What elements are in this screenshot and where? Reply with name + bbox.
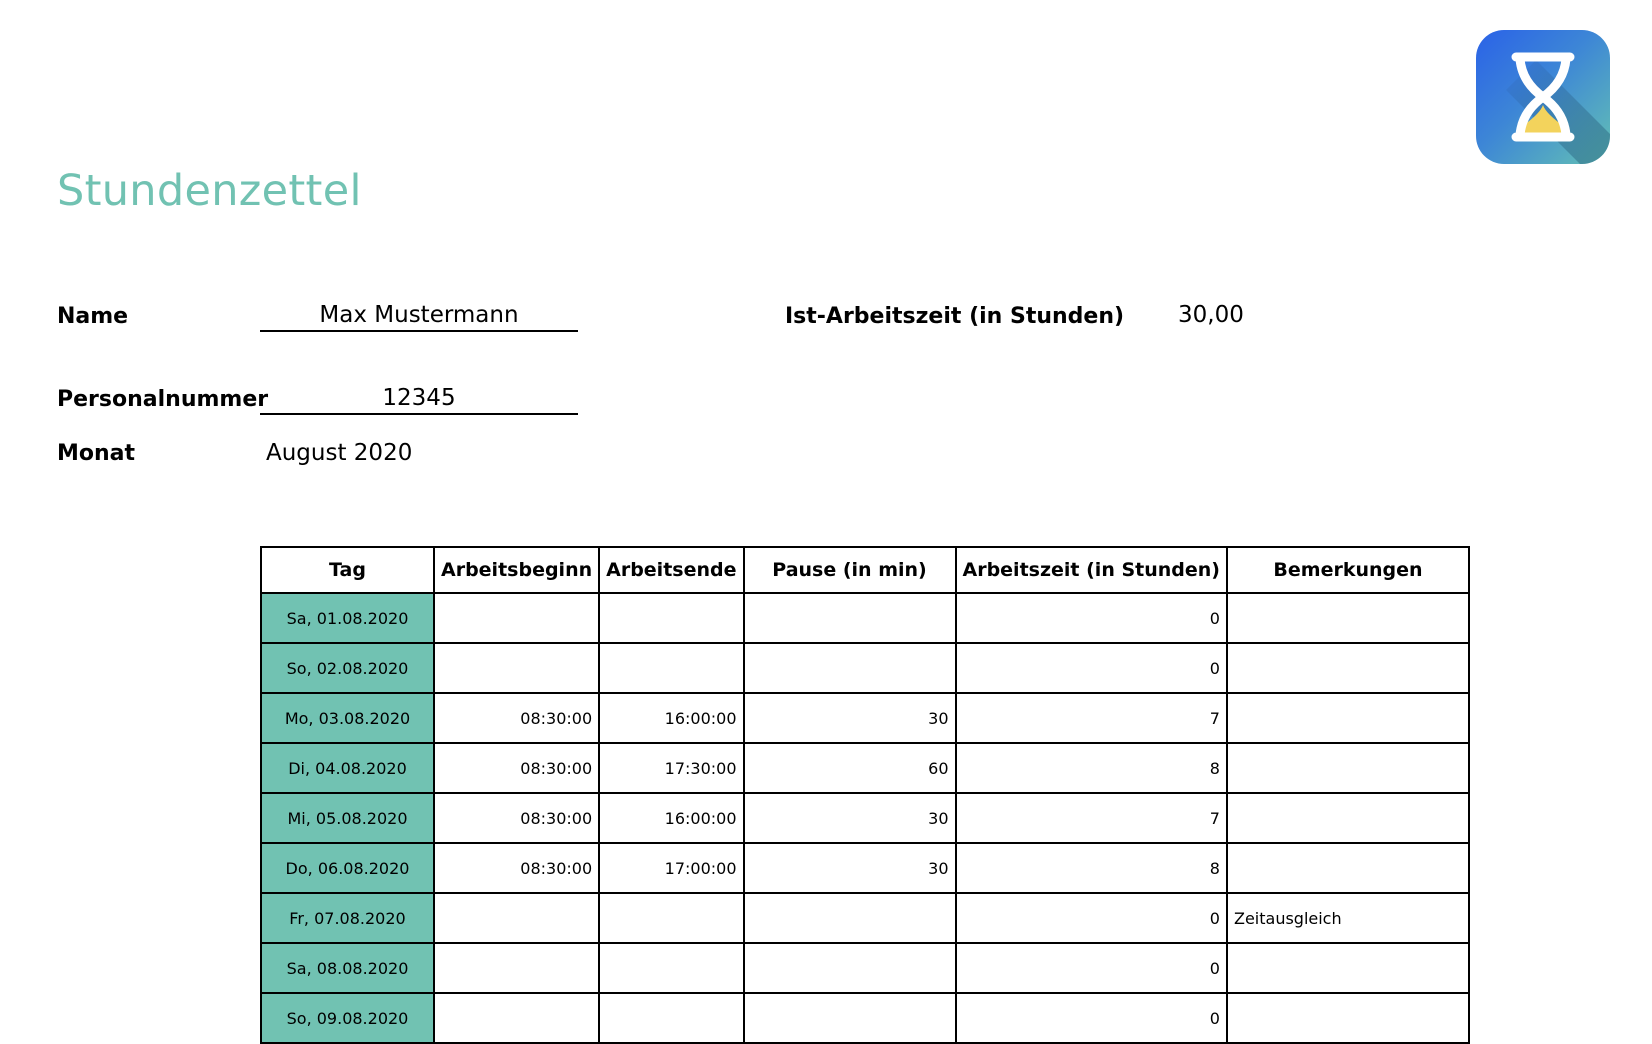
cell-pause[interactable]: 30 [744,793,956,843]
personalnummer-label: Personalnummer [57,387,269,412]
cell-pause[interactable]: 30 [744,693,956,743]
cell-arbeitsbeginn[interactable]: 08:30:00 [434,743,599,793]
monat-label: Monat [57,441,136,466]
cell-arbeitsbeginn[interactable]: 08:30:00 [434,693,599,743]
page-title: Stundenzettel [57,166,362,216]
cell-bemerkungen[interactable] [1227,793,1469,843]
cell-tag[interactable]: Di, 04.08.2020 [261,743,434,793]
cell-arbeitsende[interactable]: 16:00:00 [599,793,743,843]
table-row [261,993,1469,1043]
hourglass-icon [1476,30,1610,164]
cell-tag[interactable]: So, 02.08.2020 [261,643,434,693]
cell-bemerkungen[interactable] [1227,693,1469,743]
table-row [261,843,1469,893]
cell-arbeitszeit[interactable]: 0 [956,643,1227,693]
cell-arbeitsbeginn[interactable]: 08:30:00 [434,793,599,843]
cell-arbeitsbeginn[interactable]: 08:30:00 [434,843,599,893]
cell-tag[interactable]: Sa, 08.08.2020 [261,943,434,993]
name-value: Max Mustermann [260,300,578,332]
cell-tag[interactable]: Do, 06.08.2020 [261,843,434,893]
cell-arbeitsende[interactable] [599,993,743,1043]
cell-arbeitszeit[interactable]: 8 [956,843,1227,893]
cell-arbeitszeit[interactable]: 0 [956,993,1227,1043]
cell-arbeitszeit[interactable]: 0 [956,943,1227,993]
cell-bemerkungen[interactable]: Zeitausgleich [1227,893,1469,943]
header-arbeitsende: Arbeitsende [599,547,743,593]
cell-arbeitsbeginn[interactable] [434,643,599,693]
monat-value: August 2020 [266,440,413,466]
personalnummer-value: 12345 [260,383,578,415]
cell-bemerkungen[interactable] [1227,743,1469,793]
cell-bemerkungen[interactable] [1227,593,1469,643]
cell-arbeitsbeginn[interactable] [434,943,599,993]
cell-tag[interactable]: So, 09.08.2020 [261,993,434,1043]
header-arbeitszeit: Arbeitszeit (in Stunden) [956,547,1227,593]
cell-arbeitsende[interactable] [599,893,743,943]
cell-arbeitszeit[interactable]: 7 [956,793,1227,843]
header-pause: Pause (in min) [744,547,956,593]
cell-bemerkungen[interactable] [1227,943,1469,993]
table-row [261,893,1469,943]
cell-pause[interactable] [744,893,956,943]
cell-arbeitsbeginn[interactable] [434,893,599,943]
cell-arbeitszeit[interactable]: 8 [956,743,1227,793]
table-row [261,943,1469,993]
cell-arbeitsende[interactable]: 16:00:00 [599,693,743,743]
cell-arbeitsende[interactable] [599,593,743,643]
cell-arbeitsende[interactable]: 17:30:00 [599,743,743,793]
table-row [261,793,1469,843]
cell-arbeitszeit[interactable]: 7 [956,693,1227,743]
cell-arbeitsbeginn[interactable] [434,593,599,643]
cell-arbeitszeit[interactable]: 0 [956,893,1227,943]
cell-arbeitsende[interactable] [599,643,743,693]
ist-arbeitszeit-value: 30,00 [1178,302,1244,328]
cell-tag[interactable]: Fr, 07.08.2020 [261,893,434,943]
cell-pause[interactable] [744,593,956,643]
cell-pause[interactable]: 30 [744,843,956,893]
table-header-row [261,547,1469,593]
cell-pause[interactable] [744,993,956,1043]
cell-pause[interactable]: 60 [744,743,956,793]
header-bemerkungen: Bemerkungen [1227,547,1469,593]
timesheet-table [260,546,1470,1044]
header-tag: Tag [261,547,434,593]
name-label: Name [57,304,129,329]
cell-tag[interactable]: Mo, 03.08.2020 [261,693,434,743]
table-row [261,693,1469,743]
cell-arbeitsende[interactable]: 17:00:00 [599,843,743,893]
cell-tag[interactable]: Mi, 05.08.2020 [261,793,434,843]
cell-arbeitsbeginn[interactable] [434,993,599,1043]
cell-bemerkungen[interactable] [1227,993,1469,1043]
cell-bemerkungen[interactable] [1227,843,1469,893]
header-arbeitsbeginn: Arbeitsbeginn [434,547,599,593]
cell-arbeitszeit[interactable]: 0 [956,593,1227,643]
cell-bemerkungen[interactable] [1227,643,1469,693]
table-row [261,643,1469,693]
cell-pause[interactable] [744,943,956,993]
cell-pause[interactable] [744,643,956,693]
cell-tag[interactable]: Sa, 01.08.2020 [261,593,434,643]
cell-arbeitsende[interactable] [599,943,743,993]
app-logo [1476,30,1610,164]
table-row [261,743,1469,793]
ist-arbeitszeit-label: Ist-Arbeitszeit (in Stunden) [785,304,1125,329]
table-row [261,593,1469,643]
